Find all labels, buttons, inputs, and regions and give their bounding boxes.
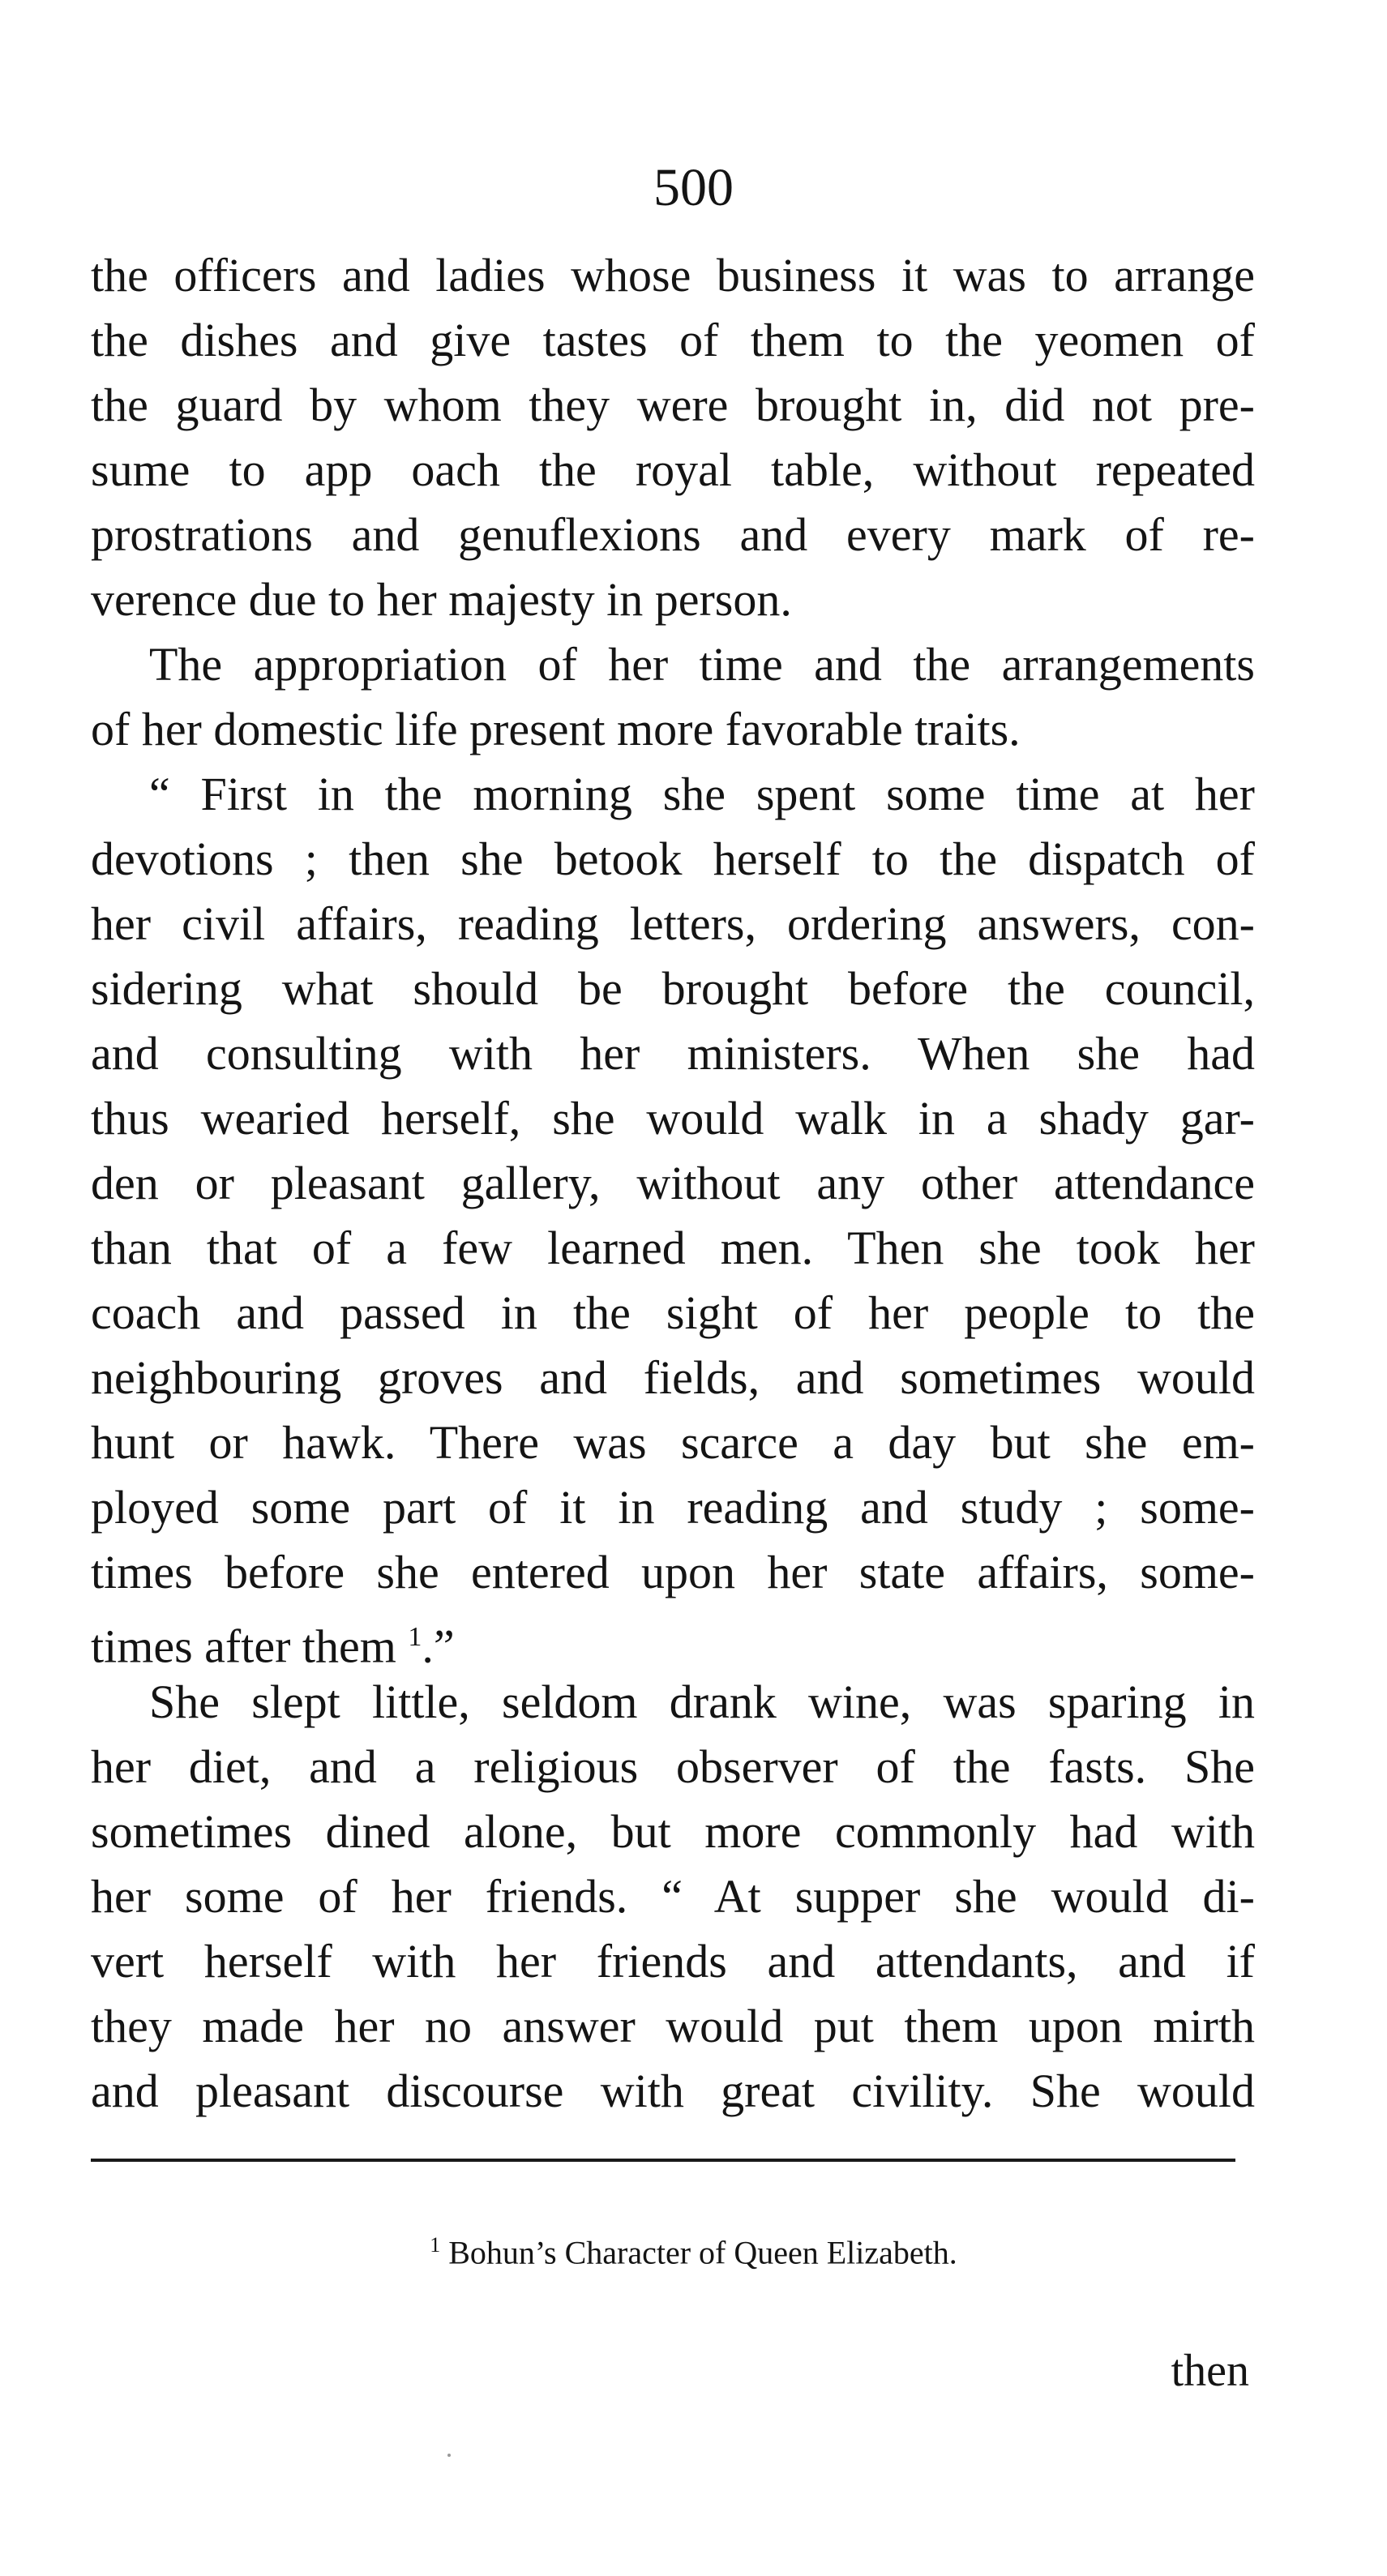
text-line: hunt or hawk. There was scarce a day but she em-	[91, 1416, 1255, 1469]
text-line: her civil affairs, reading letters, ordering answers, con-	[91, 897, 1255, 950]
text-line: vert herself with her friends and attendants, and if	[91, 1935, 1255, 1988]
text-line: devotions ; then she betook herself to the dispatch of	[91, 832, 1255, 885]
footnote-text: Bohun’s Character of Queen Elizabeth.	[448, 2234, 957, 2271]
main-text	[91, 243, 1255, 2124]
paragraph-start-line: She slept little, seldom drank wine, was sparing in	[149, 1675, 1255, 1728]
text-line: the officers and ladies whose business it was to arrange	[91, 249, 1255, 302]
text-line: den or pleasant gallery, without any other attendance	[91, 1157, 1255, 1209]
text-line: her some of her friends. “ At supper she would di-	[91, 1870, 1255, 1923]
text-line: prostrations and genuflexions and every mark of re-	[91, 508, 1255, 561]
catchword: then	[1171, 2346, 1249, 2396]
text-line: they made her no answer would put them upon mirth	[91, 2000, 1255, 2052]
text-line: than that of a few learned men. Then she took her	[91, 1222, 1255, 1274]
text-line: thus wearied herself, she would walk in a shady gar-	[91, 1092, 1255, 1145]
text-line: coach and passed in the sight of her people to the	[91, 1286, 1255, 1339]
paragraph-start-line: “ First in the morning she spent some time at her	[149, 768, 1255, 820]
text-line: ployed some part of it in reading and study ; some-	[91, 1481, 1255, 1534]
footnote	[0, 2223, 1387, 2275]
text-line: sume to app oach the royal table, without repeated	[91, 443, 1255, 496]
note-reference: 1	[408, 1622, 422, 1652]
text-line: sidering what should be brought before the council,	[91, 962, 1255, 1015]
text-line: her diet, and a religious observer of the fasts. She	[91, 1740, 1255, 1793]
text-line: the dishes and give tastes of them to the yeomen of	[91, 314, 1255, 366]
paragraph-start-line: The appropriation of her time and the arrangements	[149, 638, 1255, 691]
page-number: 500	[653, 158, 734, 217]
text-line: sometimes dined alone, but more commonly had with	[91, 1805, 1255, 1858]
text-line: verence due to her majesty in person.	[91, 573, 792, 626]
text-fragment: times after them	[91, 1620, 396, 1670]
footnote-divider	[91, 2159, 1235, 2162]
text-line: and pleasant discourse with great civility. She would	[91, 2065, 1255, 2117]
text-line: neighbouring groves and fields, and sometimes would	[91, 1351, 1255, 1404]
paper-speck	[447, 2454, 451, 2457]
text-line: times before she entered upon her state affairs, some-	[91, 1546, 1255, 1598]
text-line: and consulting with her ministers. When she had	[91, 1027, 1255, 1080]
footnote-mark: 1	[430, 2233, 441, 2257]
closing-quote: .”	[422, 1620, 455, 1670]
text-line-with-note	[91, 1605, 1255, 1670]
text-line: of her domestic life present more favorable traits.	[91, 703, 1021, 755]
text-line: the guard by whom they were brought in, did not pre-	[91, 379, 1255, 431]
